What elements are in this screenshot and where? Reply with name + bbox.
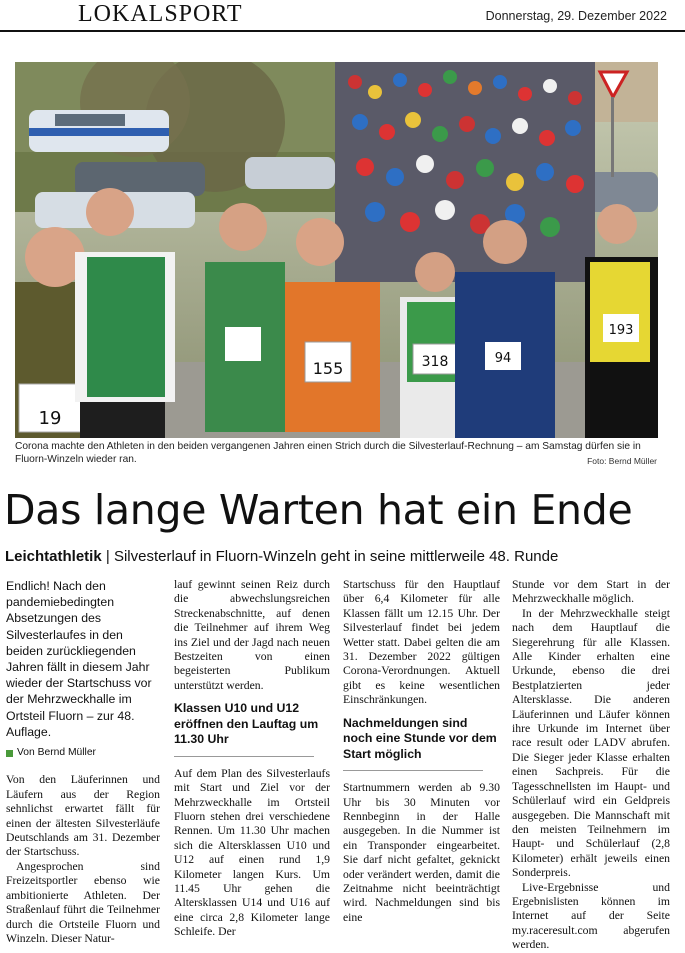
paragraph: Live-Ergebnisse und Ergebnislisten können im Internet auf der Seite my.raceresult.com abgerufen werden. bbox=[512, 880, 670, 952]
bib-number: 155 bbox=[312, 359, 344, 378]
paragraph: Von den Läuferinnen und Läufern aus der Region sehnlichst erwartet fällt für einen der ältesten Silvesterläufe Deutschlands am 31. Dezember der Startschuss. bbox=[6, 773, 160, 859]
bib-number: 19 bbox=[38, 408, 62, 429]
bib-number: 193 bbox=[608, 323, 634, 338]
issue-date: Donnerstag, 29. Dezember 2022 bbox=[485, 9, 667, 23]
article-column-3 bbox=[343, 578, 500, 925]
article-column-4 bbox=[512, 578, 670, 953]
header-rule bbox=[0, 30, 685, 32]
subline-text: Silvesterlauf in Fluorn-Winzeln geht in seine mittlerweile 48. Runde bbox=[113, 548, 559, 565]
byline bbox=[6, 746, 160, 760]
section-title: LOKALSPORT bbox=[78, 1, 243, 27]
paragraph: Angesprochen sind Freizeitsportler ebenso wie ambitionierte Athleten. Der Straßenlauf führt die Teilnehmer durch die Ortsteile Fluorn und Winzeln. Dieser Natur- bbox=[6, 859, 160, 945]
paragraph: In der Mehrzweckhalle steigt nach dem Hauptlauf die Siegerehrung für alle Klassen. Alle Kinder erhalten eine Urkunde, ebenso die drei Bestplatzierten jeder Altersklasse. Die anderen Läuferinnen und Läufer können ihre Urkunde im Internet über race result oder LADV abrufen. Die Sieger jeder Klasse erhalten einen Sachpreis. Für die Tagesschnellsten im Haupt- und Schülerlauf wird ein Geldpreis ausgegeben. Die Mannschaft mit den meisten Teilnehmern im Haupt- und Schülerlauf (2,8 Kilometer) erhält jeweils einen Sonderpreis. bbox=[512, 606, 670, 880]
article-headline: Das lange Warten hat ein Ende bbox=[4, 486, 633, 534]
article-subline bbox=[5, 547, 685, 567]
runners-illustration bbox=[15, 62, 658, 438]
paragraph: Auf dem Plan des Silvesterlaufs mit Start und Ziel vor der Mehrzweckhalle im Ortsteil Fluorn stehen drei verschiedene Rennen. Um 11.30 Uhr machen sich die Altersklassen U10 und U12 auf einen rund 1,9 Kilometer langen Kurs. Um 11.45 Uhr gehen die Altersklassen U14 und U16 auf eine circa 2,8 Kilometer lange Schleife. Der bbox=[174, 766, 330, 939]
paragraph: Stunde vor dem Start in der Mehrzweckhalle möglich. bbox=[512, 578, 670, 606]
paragraph: lauf gewinnt seinen Reiz durch die abwechslungsreichen Streckenabschnitte, auf denen die Teilnehmer auf ihrem Weg ins Ziel und der Jagd nach neuen Bestzeiten von einen begeisterten Publikum unterstützt werden. bbox=[174, 578, 330, 692]
byline-text: Von Bernd Müller bbox=[17, 747, 96, 759]
paragraph: Startnummern werden ab 9.30 Uhr bis 30 Minuten vor Rennbeginn in der Halle ausgegeben. In die Nummer ist ein Transponder eingearbeitet. Sie darf nicht gefaltet, geknickt oder verändert werden, damit die Zeitnahme nicht beeinträchtigt wird. Nachmeldungen sind bis eine bbox=[343, 781, 500, 924]
byline-square-icon bbox=[6, 750, 13, 757]
page-header bbox=[0, 0, 685, 32]
kicker: Leichtathletik bbox=[5, 548, 102, 565]
subheading: Nachmeldungen sind noch eine Stunde vor dem Start möglich bbox=[343, 715, 497, 761]
photo-credit: Foto: Bernd Müller bbox=[587, 456, 657, 466]
article-intro: Endlich! Nach den pandemiebedingten Absetzungen des Silvesterlaufes in den beiden zurückliegenden Jahren fällt in diesem Jahr wieder der Startschuss vor der Mehrzweckhalle im Ortsteil Fluorn – zur 48. Auflage. bbox=[6, 579, 152, 739]
photo-caption: Corona machte den Athleten in den beiden vergangenen Jahren einen Strich durch die Silvesterlauf-Rechnung – am Samstag dürfen sie in Fluorn-Winzeln wieder ran. bbox=[15, 441, 641, 465]
bib-number: 318 bbox=[421, 354, 449, 370]
paragraph: Startschuss für den Hauptlauf über 6,4 Kilometer für alle Klassen fällt um 12.15 Uhr. Der Silvesterlauf findet bei jedem Wetter statt. Dabei gelten die am 31. Dezember 2022 gültigen Corona-Verordnungen. Aktuell gibt es keine wesentlichen Einschränkungen. bbox=[343, 578, 500, 707]
subheading-rule bbox=[343, 770, 483, 771]
bib-number: 94 bbox=[494, 351, 512, 366]
subheading: Klassen U10 und U12 eröffnen den Lauftag um 11.30 Uhr bbox=[174, 701, 319, 747]
article-column-2 bbox=[174, 578, 330, 940]
kicker-separator: | bbox=[105, 548, 110, 565]
subheading-rule bbox=[174, 756, 314, 757]
race-photo bbox=[15, 62, 658, 438]
runner-crowd bbox=[335, 62, 595, 282]
article-column-1 bbox=[6, 578, 160, 946]
